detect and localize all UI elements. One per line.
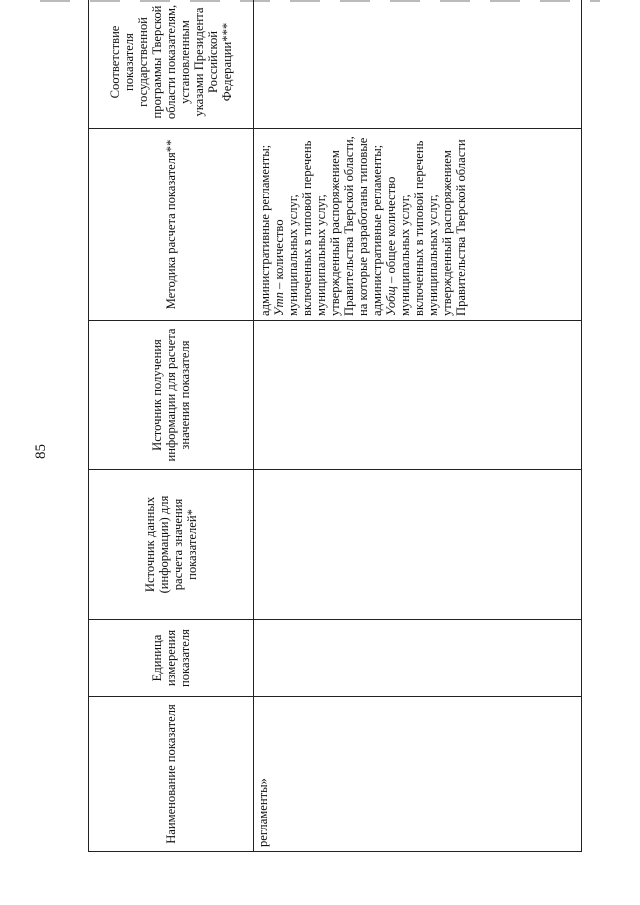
header-indicator-name: Наименование показателя <box>89 697 254 852</box>
cell-compliance <box>254 0 582 129</box>
method-var-utp: Утп <box>272 292 286 316</box>
method-line-1: административные регламенты; <box>258 144 272 316</box>
method-text-block <box>258 133 468 316</box>
header-data-source: Источник данных (информации) для расчета значения показателей* <box>89 470 254 620</box>
page-number: 85 <box>33 444 49 459</box>
method-line-3: – общее количество муниципальных услуг, включенных в типовой перечень муниципальных услуг, утвержденный распоряжением Правительства Тверской области <box>384 139 468 316</box>
header-method: Методика расчета показателя** <box>89 129 254 321</box>
table-header-row <box>89 0 254 852</box>
method-line-2: – количество муниципальных услуг, включенных в типовой перечень муниципальных услуг, утвержденный распоряжением Правительства Тверской области, на которые разработаны типовые административные регламенты; <box>272 136 384 316</box>
indicator-table <box>88 0 582 852</box>
cell-info-source <box>254 321 582 470</box>
cell-data-source <box>254 470 582 620</box>
cell-unit <box>254 620 582 697</box>
header-unit: Единица измерения показателя <box>89 620 254 697</box>
method-var-uobsch: Уобщ <box>384 286 398 316</box>
header-info-source: Источник получения информации для расчета значения показателя <box>89 321 254 470</box>
rotated-table-container <box>88 4 582 852</box>
cell-indicator-name: регламенты» <box>254 697 582 852</box>
cell-method <box>254 129 582 321</box>
header-compliance: Соответствие показателя государственной программы Тверской области показателям, установленным указами Президента Российской Федерации*** <box>89 0 254 129</box>
table-row <box>254 0 582 852</box>
